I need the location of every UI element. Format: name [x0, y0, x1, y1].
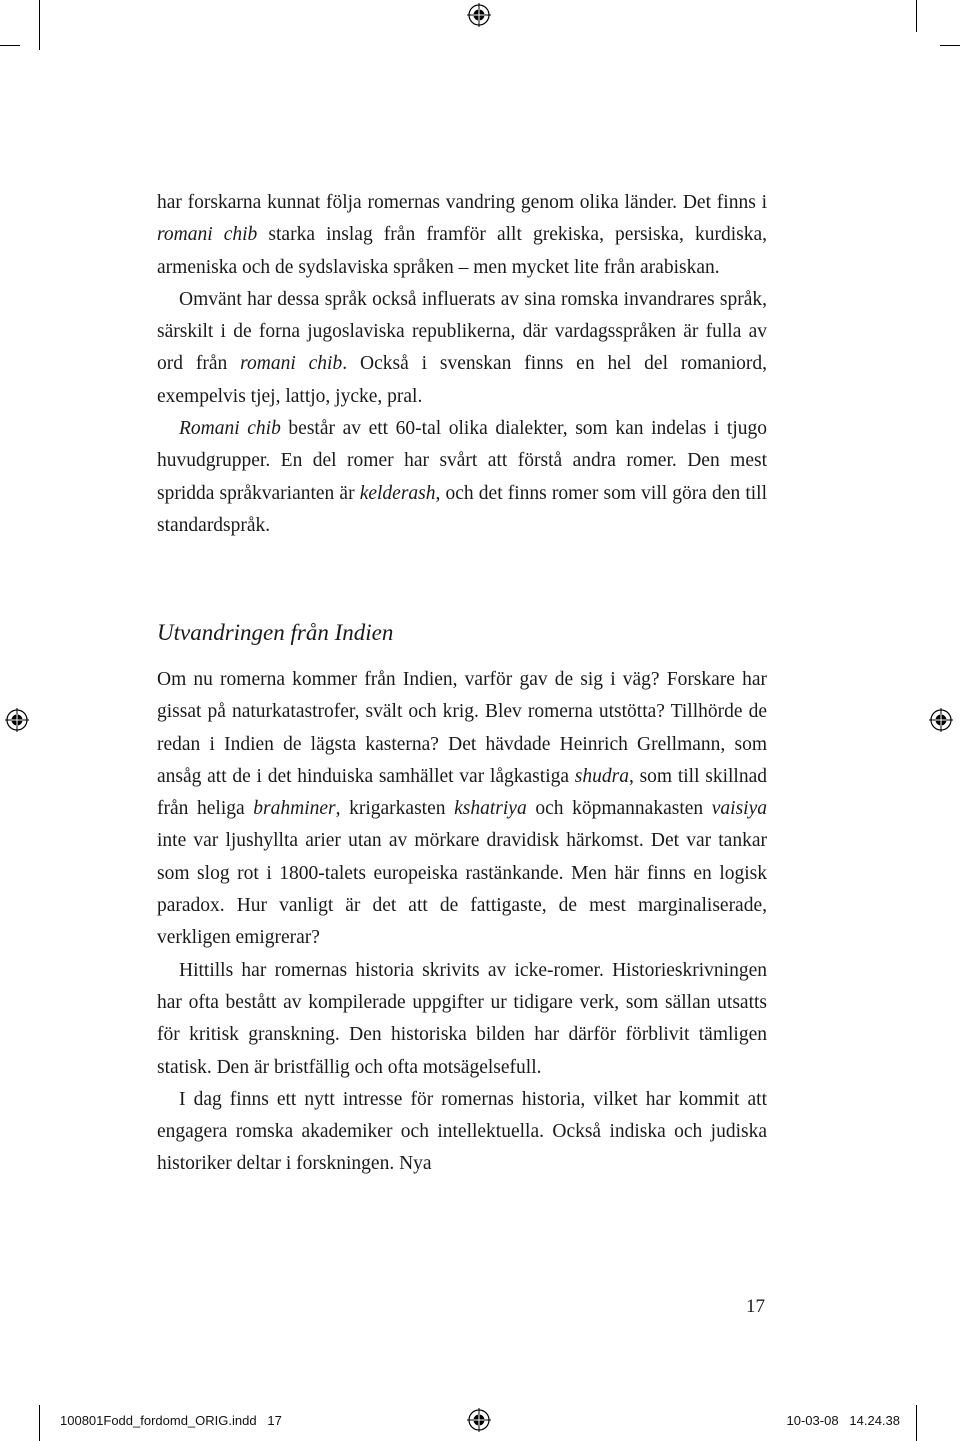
italic-term: vaisiya [711, 798, 767, 820]
paragraph [157, 284, 767, 413]
italic-term: kshatriya [454, 798, 527, 820]
crop-mark [916, 1405, 917, 1441]
italic-term: Romani chib [179, 418, 281, 440]
italic-term: romani chib [240, 353, 343, 375]
text-run: har forskarna kunnat följa romernas vandring genom olika länder. Det finns i [157, 192, 767, 213]
text-run: . Också i svenskan finns en hel del romaniord, exempelvis tjej, lattjo, jycke, pral. [157, 353, 767, 407]
page-number: 17 [746, 1296, 765, 1317]
crop-mark [0, 45, 20, 46]
registration-mark-icon [5, 708, 29, 732]
paragraph [157, 664, 767, 955]
text-run: Om nu romerna kommer från Indien, varför gav de sig i väg? Forskare har gissat på naturkatastrofer, svält och krig. Blev romerna utstötta? Tillhörde de redan i Indien de lägsta kasterna? Det hävdade Heinrich Grellmann, som ansåg att de i det hinduiska samhället var lågkastiga [157, 669, 767, 787]
section-heading: Utvandringen från Indien [157, 620, 394, 645]
text-run: starka inslag från framför allt grekiska, persiska, kurdiska, armeniska och de sydslaviska språken – men mycket lite från arabiskan. [157, 224, 767, 278]
crop-mark [39, 1405, 40, 1441]
body-text-upper [157, 187, 767, 542]
paragraph [157, 413, 767, 542]
paragraph [157, 187, 767, 284]
registration-mark-icon [467, 1408, 491, 1432]
paragraph: Hittills har romernas historia skrivits av icke-romer. Historieskrivningen har ofta bestått av kompilerade uppgifter ur tidigare verk, som sällan utsatts för kritisk granskning. Den historiska bilden har därför förblivit tämligen statisk. Den är bristfällig och ofta motsägelsefull. [157, 959, 767, 1078]
text-run: , krigarkasten [335, 798, 455, 820]
slug-filename: 100801Fodd_fordomd_ORIG.indd 17 [60, 1413, 282, 1428]
text-run: inte var ljushyllta arier utan av mörkare dravidisk härkomst. Det var tankar som slog rot i 1800-talets europeiska rastänkande. Men här finns en logisk paradox. Hur vanligt är det att de fattigaste, de mest marginaliserade, verkligen emigrerar? [157, 830, 767, 949]
body-text-lower [157, 664, 767, 1181]
italic-term: shudra [574, 765, 629, 787]
crop-mark [39, 0, 40, 50]
text-run: , och det finns romer som vill göra den till standardspråk. [157, 482, 767, 536]
text-run: Omvänt har dessa språk också influerats av sina romska invandrares språk, särskilt i de forna jugoslaviska republikerna, där vardagsspråken är fulla av ord från [157, 288, 767, 375]
text-run: består av ett 60-tal olika dialekter, som kan indelas i tjugo huvudgrupper. En del romer har svårt att förstå andra romer. Den mest spridda språkvarianten är [157, 418, 767, 504]
paragraph: I dag finns ett nytt intresse för romernas historia, vilket har kommit att engagera romska akademiker och intellektuella. Också indiska och judiska historiker deltar i forskningen. Nya [157, 1088, 767, 1175]
text-run: , som till skillnad från heliga [157, 765, 767, 820]
slug-timestamp: 10-03-08 14.24.38 [786, 1413, 900, 1428]
italic-term: kelderash [359, 482, 436, 504]
italic-term: romani chib [157, 224, 258, 246]
registration-mark-icon [467, 3, 491, 27]
crop-mark [916, 0, 917, 32]
registration-mark-icon [929, 708, 953, 732]
crop-mark [940, 45, 960, 46]
italic-term: brahminer [253, 798, 336, 820]
text-run: och köpmannakasten [526, 798, 712, 820]
